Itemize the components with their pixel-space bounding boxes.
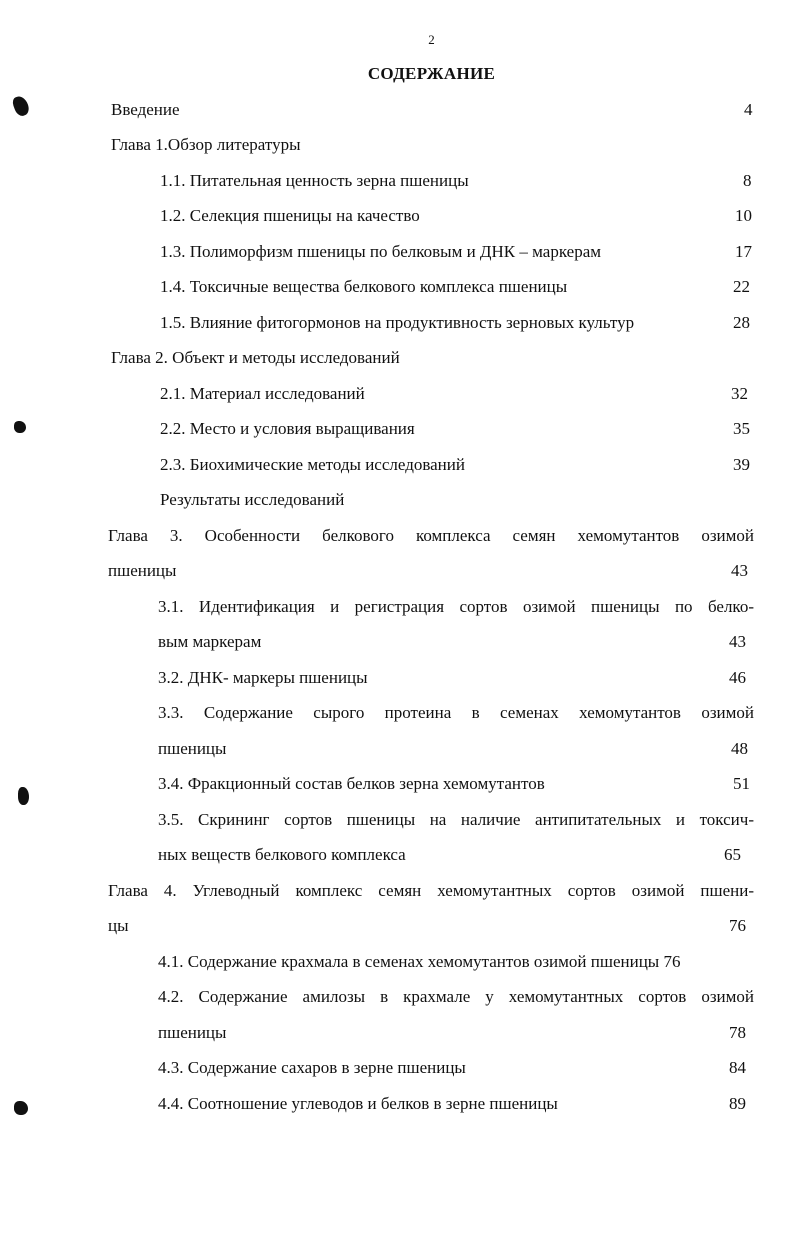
toc-entry: 3.2. ДНК- маркеры пшеницы bbox=[158, 668, 368, 687]
toc-entry: Результаты исследований bbox=[160, 490, 345, 509]
page-title: СОДЕРЖАНИЕ bbox=[367, 64, 496, 83]
toc-page: 78 bbox=[729, 1023, 746, 1042]
toc-page: 46 bbox=[729, 668, 746, 687]
scan-speck bbox=[11, 94, 31, 118]
toc-page: 4 bbox=[744, 100, 753, 119]
toc-entry: вым маркерам bbox=[158, 632, 262, 651]
toc-entry: Введение bbox=[111, 100, 180, 119]
scan-speck bbox=[14, 1101, 28, 1115]
scan-speck bbox=[14, 421, 26, 433]
toc-entry: 3.3. Содержание сырого протеина в семенах хемомутантов озимой bbox=[158, 703, 754, 722]
scan-speck bbox=[18, 787, 29, 805]
toc-entry: Глава 3. Особенности белкового комплекса семян хемомутантов озимой bbox=[108, 526, 754, 545]
toc-entry: 3.4. Фракционный состав белков зерна хемомутантов bbox=[158, 774, 545, 793]
toc-entry: пшеницы bbox=[158, 1023, 227, 1042]
toc-page: 76 bbox=[729, 916, 746, 935]
toc-entry: 4.3. Содержание сахаров в зерне пшеницы bbox=[158, 1058, 466, 1077]
toc-entry: 1.3. Полиморфизм пшеницы по белковым и ДНК – маркерам bbox=[160, 242, 602, 261]
toc-page: 8 bbox=[743, 171, 752, 190]
toc-page: 43 bbox=[729, 632, 746, 651]
page-number: 2 bbox=[428, 32, 435, 47]
toc-entry: 4.2. Содержание амилозы в крахмале у хемомутантных сортов озимой bbox=[158, 987, 754, 1006]
toc-entry: цы bbox=[108, 916, 129, 935]
toc-entry: 1.5. Влияние фитогормонов на продуктивность зерновых культур bbox=[160, 313, 635, 332]
toc-page: 43 bbox=[731, 561, 748, 580]
toc-entry: 1.1. Питательная ценность зерна пшеницы bbox=[160, 171, 469, 190]
toc-entry: Глава 2. Объект и методы исследований bbox=[111, 348, 400, 367]
toc-entry: 4.4. Соотношение углеводов и белков в зерне пшеницы bbox=[158, 1094, 558, 1113]
toc-entry: Глава 4. Углеводный комплекс семян хемомутантных сортов озимой пшени- bbox=[108, 881, 754, 900]
toc-entry: ных веществ белкового комплекса bbox=[158, 845, 406, 864]
toc-entry: пшеницы bbox=[108, 561, 177, 580]
toc-entry: 1.2. Селекция пшеницы на качество bbox=[160, 206, 420, 225]
toc-page: 35 bbox=[733, 419, 750, 438]
toc-entry: 1.4. Токсичные вещества белкового комплекса пшеницы bbox=[160, 277, 568, 296]
toc-page: 84 bbox=[729, 1058, 746, 1077]
toc-entry: Глава 1.Обзор литературы bbox=[111, 135, 301, 154]
toc-page: 17 bbox=[735, 242, 752, 261]
toc-page: 10 bbox=[735, 206, 752, 225]
toc-entry: пшеницы bbox=[158, 739, 227, 758]
toc-entry: 4.1. Содержание крахмала в семенах хемомутантов озимой пшеницы 76 bbox=[158, 952, 681, 971]
toc-page: 89 bbox=[729, 1094, 746, 1113]
toc-entry: 2.3. Биохимические методы исследований bbox=[160, 455, 465, 474]
toc-page: 39 bbox=[733, 455, 750, 474]
toc-entry: 2.2. Место и условия выращивания bbox=[160, 419, 415, 438]
toc-page: 48 bbox=[731, 739, 748, 758]
toc-page: 51 bbox=[733, 774, 750, 793]
toc-entry: 2.1. Материал исследований bbox=[160, 384, 365, 403]
toc-page: 22 bbox=[733, 277, 750, 296]
toc-page: 28 bbox=[733, 313, 750, 332]
toc-page: 65 bbox=[724, 845, 741, 864]
toc-entry: 3.1. Идентификация и регистрация сортов озимой пшеницы по белко- bbox=[158, 597, 754, 616]
toc-page: 32 bbox=[731, 384, 748, 403]
toc-entry: 3.5. Скрининг сортов пшеницы на наличие антипитательных и токсич- bbox=[158, 810, 754, 829]
